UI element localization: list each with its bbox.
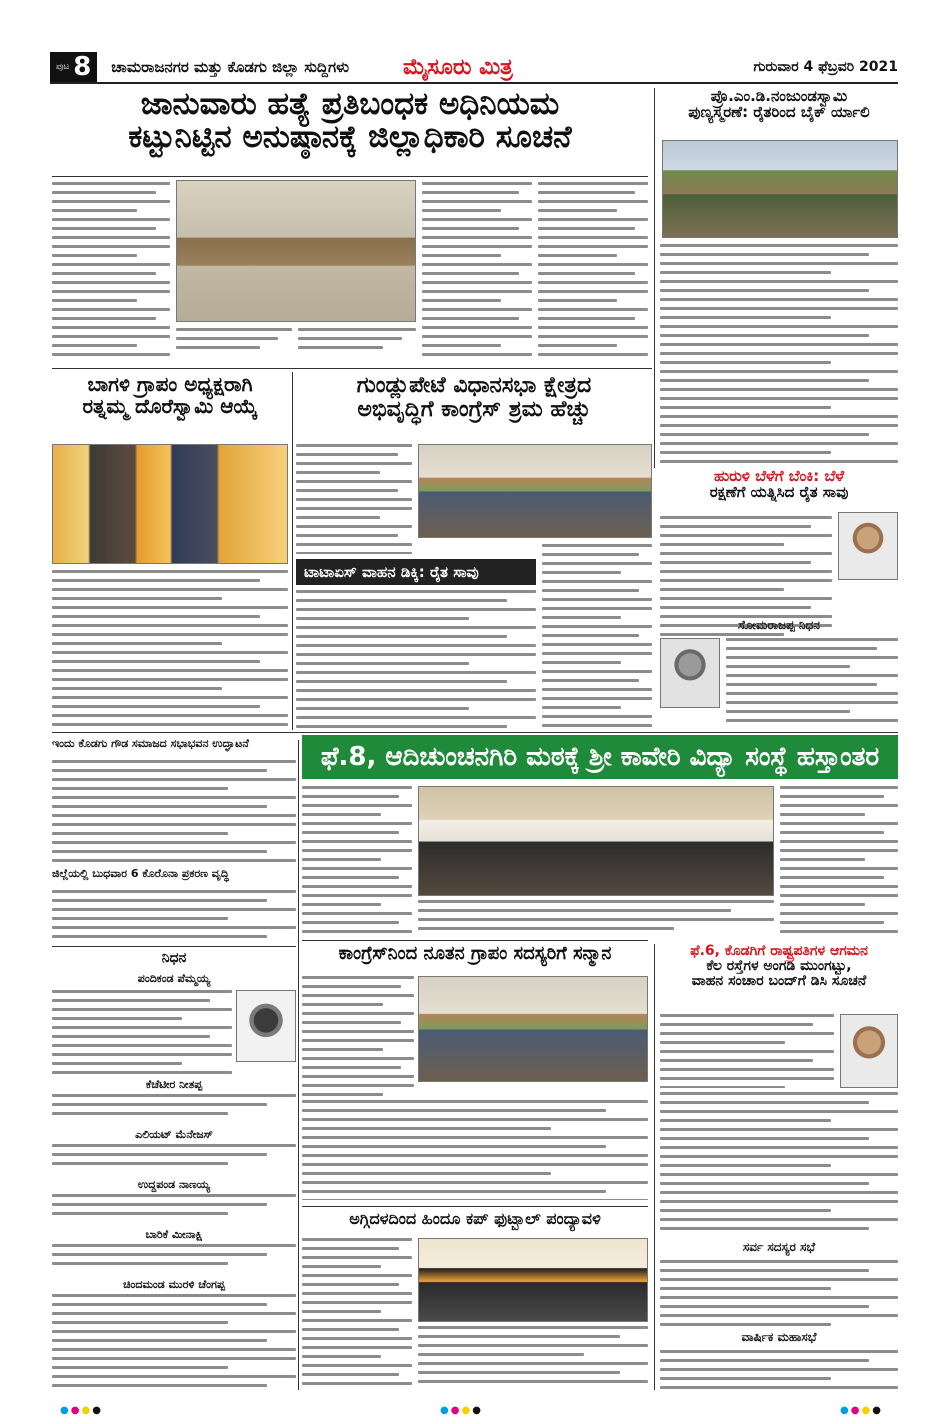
lead-body-col-3 — [298, 328, 416, 358]
hindu-cup-photo — [418, 1238, 648, 1322]
obituary-name-4: ಉದ್ದಪಂಡ ನಾಣಯ್ಯ — [137, 1178, 211, 1191]
column-divider-lower — [298, 740, 299, 1390]
bagali-garland-photo — [52, 444, 288, 564]
bike-rally-headline-line-2: ಪುಣ್ಯಸ್ಮರಣೆ: ರೈತರಿಂದ ಬೈಕ್ ರ್ಯಾಲಿ — [688, 103, 870, 122]
adichunchanagiri-body-col-3 — [780, 786, 898, 936]
bagali-headline-line-1: ಬಾಗಳಿ ಗ್ರಾಪಂ ಅಧ್ಯಕ್ಷರಾಗಿ — [87, 374, 253, 396]
congress-felicitation-photo — [418, 976, 648, 1082]
obituary-name-6: ಚಿಂದಮಂಡ ಮುರಳಿ ಚೆಂಗಪ್ಪ — [123, 1278, 225, 1291]
registration-dots-right: ●●●● — [840, 1405, 883, 1416]
issue-date: ಗುರುವಾರ 4 ಫೆಬ್ರವರಿ 2021 — [753, 59, 898, 75]
section-rule-1 — [52, 368, 652, 369]
bagali-headline-line-2: ರತ್ನಮ್ಮ ದೊರೆಸ್ವಾಮಿ ಆಯ್ಕೆ — [82, 393, 258, 418]
column-divider-left — [292, 372, 293, 730]
obituary-body-3 — [52, 1144, 296, 1174]
column-divider-lower-right — [654, 944, 655, 1390]
adichunchanagiri-headline: ಫೆ.8, ಆದಿಚುಂಚನಗಿರಿ ಮಠಕ್ಕೆ ಶ್ರೀ ಕಾವೇರಿ ವಿದ್ಯಾ ಸಂಸ್ಥೆ ಹಸ್ತಾಂತರ — [302, 735, 898, 779]
gundlupet-body-col-1 — [296, 444, 412, 554]
obituary-body-1 — [52, 990, 232, 1074]
somarajappa-portrait-photo — [660, 638, 720, 708]
kodagu-gowda-headline: ಇಂದು ಕೊಡಗು ಗೌಡ ಸಮಾಜದ ಸಭಾಭವನ ಉದ್ಘಾಟನೆ — [52, 738, 249, 750]
hindu-cup-rule — [302, 1206, 648, 1207]
section-rule-2 — [52, 732, 898, 733]
congress-body-col-1 — [302, 976, 414, 1096]
lead-headline-line-1: ಜಾನುವಾರು ಹತ್ಯೆ ಪ್ರತಿಬಂಧಕ ಅಧಿನಿಯಮ — [140, 88, 560, 122]
meeting-hall-photo — [176, 180, 416, 322]
tata-ace-headline: ಟಾಟಾಏಸ್ ವಾಹನ ಡಿಕ್ಕಿ: ರೈತ ಸಾವು — [296, 559, 536, 585]
registration-dots-center: ●●●● — [440, 1405, 483, 1416]
bike-rally-body — [660, 244, 898, 466]
obituary-body-5 — [52, 1244, 296, 1274]
gundlupet-headline — [296, 374, 652, 440]
hindu-cup-body-col-1 — [302, 1238, 412, 1388]
bagali-body — [52, 570, 288, 728]
page-label: ಪುಟ — [56, 62, 70, 72]
registration-dots-left: ●●●● — [60, 1405, 103, 1416]
obituary-body-2 — [52, 1094, 296, 1124]
obituary-name-1: ಪಂದಿಕಂಡ ಪೆಮ್ಮಯ್ಯ — [137, 972, 211, 985]
corona-body — [52, 890, 296, 942]
hindu-cup-headline: ಅಗ್ಗಿದಳದಿಂದ ಹಿಂದೂ ಕಪ್ ಫುಟ್ಬಾಲ್ ಪಂದ್ಯಾವಳಿ — [349, 1210, 601, 1228]
lead-headline-line-2: ಕಟ್ಟುನಿಟ್ಟಿನ ಅನುಷ್ಠಾನಕ್ಕೆ ಜಿಲ್ಲಾಧಿಕಾರಿ ಸೂಚನೆ — [128, 119, 572, 156]
lead-body-col-5 — [538, 182, 648, 358]
obituary-somarajappa-title: ಸೋಮರಾಜಪ್ಪ ನಿಧನ — [738, 618, 820, 632]
newspaper-logo: ಮೈಸೂರು ಮಿತ್ರ — [403, 54, 513, 80]
bike-rally-headline-line-1: ಪ್ರೊ.ಎಂ.ಡಿ.ನಂಜುಂಡಸ್ವಾಮಿ — [710, 88, 848, 105]
annual-meeting-title: ವಾರ್ಷಿಕ ಮಹಾಸಭೆ — [741, 1330, 817, 1344]
page-number-badge — [50, 52, 97, 82]
corona-headline: ಜಿಲ್ಲೆಯಲ್ಲಿ ಬುಧವಾರ 6 ಕೊರೊನಾ ಪ್ರಕರಣ ವೃದ್ಧಿ — [52, 868, 229, 880]
obituary-name-5: ಬಾರಿಕೆ ಮೀನಾಕ್ಷಿ — [145, 1228, 203, 1241]
annual-meeting-body — [660, 1350, 898, 1390]
president-visit-headline — [660, 944, 898, 1010]
president-visit-body-col-1 — [660, 1014, 834, 1088]
adichunchanagiri-body-col-2 — [418, 900, 774, 936]
congress-rule — [302, 940, 648, 941]
kodagu-gowda-body — [52, 760, 296, 864]
president-visit-headline-line-2: ಕೆಲ ರಸ್ತೆಗಳ ಅಂಗಡಿ ಮುಂಗಟ್ಟು, — [706, 958, 852, 975]
president-visit-body-col-2 — [660, 1092, 898, 1236]
tata-ace-body — [296, 590, 536, 728]
page-number: 8 — [73, 52, 92, 82]
farmer-fire-headline-line-2: ರಕ್ಷಣೆಗೆ ಯತ್ನಿಸಿದ ರೈತ ಸಾವು — [709, 483, 849, 502]
gundlupet-headline-line-1: ಗುಂಡ್ಲುಪೇಟೆ ವಿಧಾನಸಭಾ ಕ್ಷೇತ್ರದ — [356, 374, 592, 398]
farmer-portrait-photo — [838, 512, 898, 580]
bike-rally-headline — [660, 88, 898, 138]
obituary-name-2: ಕೆಚೆಟೀರ ನೀತಪ್ಪ — [145, 1078, 203, 1091]
pemmaiah-portrait-photo — [236, 990, 296, 1062]
hindu-cup-body-col-2 — [418, 1326, 648, 1388]
lead-body-col-2 — [176, 328, 292, 358]
gundlupet-headline-line-2: ಅಭಿವೃದ್ಧಿಗೆ ಕಾಂಗ್ರೆಸ್ ಶ್ರಮ ಹೆಚ್ಚು — [357, 396, 591, 422]
obituary-body-6 — [52, 1294, 296, 1390]
president-visit-headline-line-1: ಫೆ.6, ಕೊಡಗಿಗೆ ರಾಷ್ಟ್ರಪತಿಗಳ ಆಗಮನ — [690, 944, 868, 959]
farmer-fire-headline — [660, 468, 898, 512]
bike-rally-photo — [662, 140, 898, 238]
congress-body-col-2 — [302, 1100, 648, 1200]
obituaries-title: ನಿಧನ — [161, 950, 187, 966]
adichunchanagiri-body-col-1 — [302, 786, 412, 936]
bagali-headline — [52, 374, 288, 440]
gundlupet-body-col-2 — [542, 544, 652, 728]
section-title: ಚಾಮರಾಜನಗರ ಮತ್ತು ಕೊಡಗು ಜಿಲ್ಲಾ ಸುದ್ದಿಗಳು — [111, 58, 350, 76]
lead-rule — [52, 176, 648, 177]
lead-body-col-4 — [422, 182, 532, 358]
obituaries-rule — [52, 946, 296, 947]
obituary-name-3: ಎಲಿಯಟ್ ಮೆನೇಜಸ್ — [135, 1128, 213, 1141]
adichunchanagiri-press-photo — [418, 786, 774, 896]
lead-headline — [52, 88, 648, 172]
gundlupet-group-photo — [418, 444, 652, 538]
congress-felicitation-headline: ಕಾಂಗ್ರೆಸ್‌ನಿಂದ ನೂತನ ಗ್ರಾಪಂ ಸದಸ್ಯರಿಗೆ ಸನ್ಮಾನ — [338, 944, 612, 964]
president-portrait-photo — [840, 1014, 898, 1088]
obituary-somarajappa-body — [726, 638, 898, 728]
column-divider-right — [654, 88, 655, 468]
president-visit-headline-line-3: ವಾಹನ ಸಂಚಾರ ಬಂದ್‌ಗೆ ಡಿಸಿ ಸೂಚನೆ — [691, 973, 867, 990]
farmer-fire-headline-line-1: ಹುರುಳಿ ಬೆಳೆಗೆ ಬೆಂಕಿ: ಬೆಳೆ — [713, 468, 845, 485]
masthead — [50, 52, 898, 84]
general-body-meeting-title: ಸರ್ವ ಸದಸ್ಯರ ಸಭೆ — [742, 1240, 816, 1254]
obituary-body-4 — [52, 1194, 296, 1224]
general-body-meeting-body — [660, 1260, 898, 1326]
lead-body-col-1 — [52, 182, 170, 358]
